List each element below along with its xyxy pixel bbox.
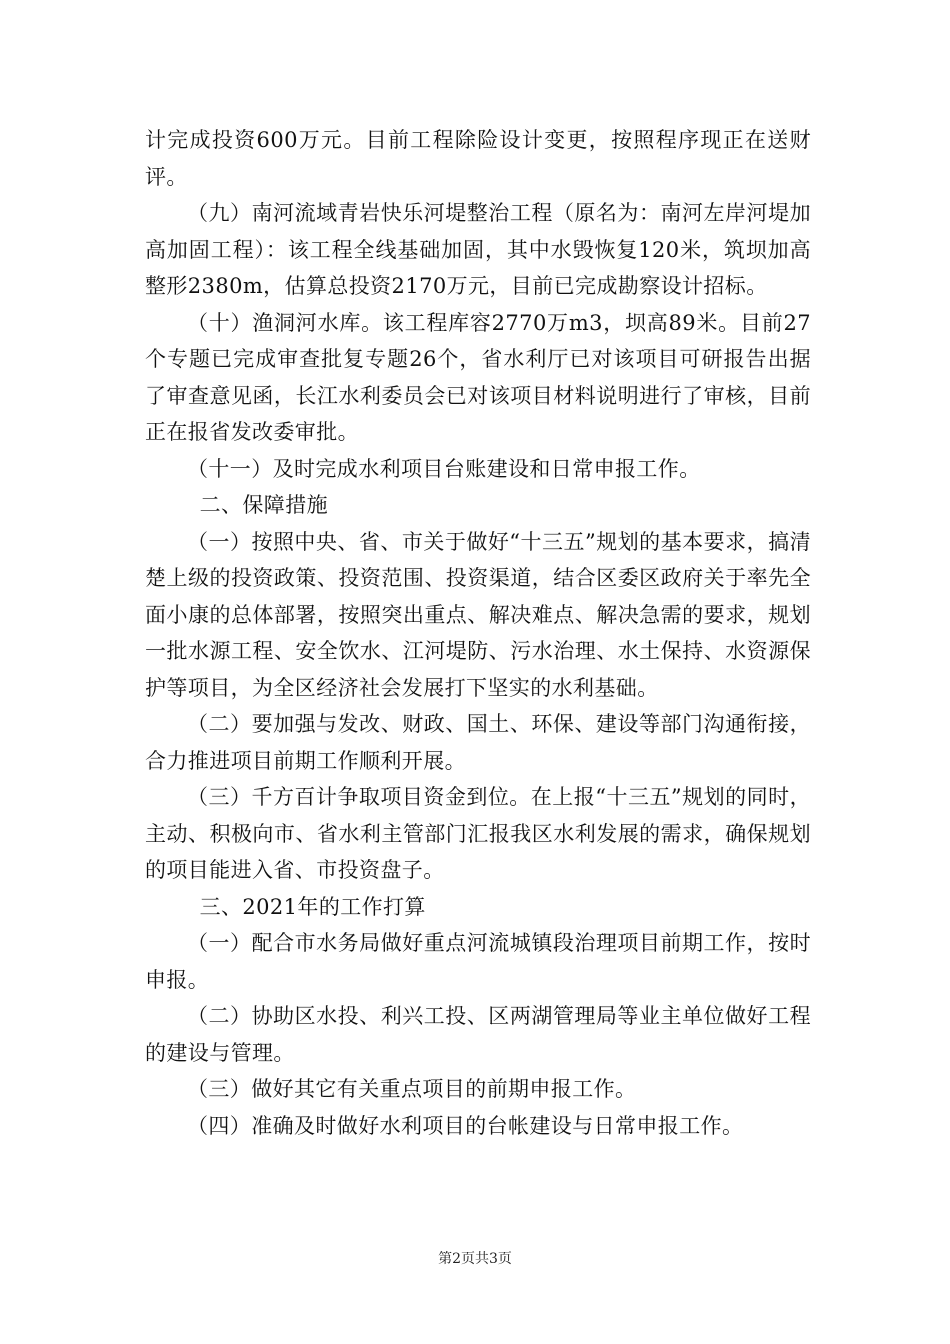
paragraph-item-11: （十一）及时完成水利项目台账建设和日常申报工作。 xyxy=(187,456,701,481)
page-number-label: 第2页共3页 xyxy=(438,1251,512,1267)
paragraph-measure-2: （二）要加强与发改、财政、国土、环保、建设等部门沟通衔接，合力推进项目前期工作顺利开展。 xyxy=(145,712,811,773)
paragraph-plan-3: （三）做好其它有关重点项目的前期申报工作。 xyxy=(187,1077,637,1101)
paragraph-item-10: （十）渔洞河水库。该工程库容2770万m3，坝高89米。目前27个专题已完成审查批复专题26个，省水利厅已对该项目可研报告出据了审查意见函，长江水利委员会已对该项目材料说明进行了审核，目前正在报省发改委审批。 xyxy=(145,310,811,444)
paragraph-measure-1: （一）按照中央、省、市关于做好“十三五”规划的基本要求，搞清楚上级的投资政策、投资范围、投资渠道，结合区委区政府关于率先全面小康的总体部署，按照突出重点、解决难点、解决急需的要求，规划一批水源工程、安全饮水、江河堤防、污水治理、水土保持、水资源保护等项目，为全区经济社会发展打下坚实的水利基础。 xyxy=(145,529,811,700)
page-number-footer xyxy=(0,1248,950,1268)
paragraph-plan-2: （二）协助区水投、利兴工投、区两湖管理局等业主单位做好工程的建设与管理。 xyxy=(145,1004,811,1065)
document-body xyxy=(145,122,811,1144)
section-heading-3: 三、2021年的工作打算 xyxy=(199,894,426,919)
section-heading-2: 二、保障措施 xyxy=(199,493,328,517)
paragraph-plan-1: （一）配合市水务局做好重点河流城镇段治理项目前期工作，按时申报。 xyxy=(145,931,811,992)
paragraph-plan-4: （四）准确及时做好水利项目的台帐建设与日常申报工作。 xyxy=(187,1113,744,1138)
paragraph-continuation: 计完成投资600万元。目前工程除险设计变更，按照程序现正在送财评。 xyxy=(145,128,811,189)
paragraph-measure-3: （三）千方百计争取项目资金到位。在上报“十三五”规划的同时，主动、积极向市、省水利主管部门汇报我区水利发展的需求，确保规划的项目能进入省、市投资盘子。 xyxy=(145,785,811,882)
paragraph-item-9: （九）南河流域青岩快乐河堤整治工程（原名为：南河左岸河堤加高加固工程）：该工程全线基础加固，其中水毁恢复120米，筑坝加高整形2380m，估算总投资2170万元，目前已完成勘察设计招标。 xyxy=(145,201,811,298)
